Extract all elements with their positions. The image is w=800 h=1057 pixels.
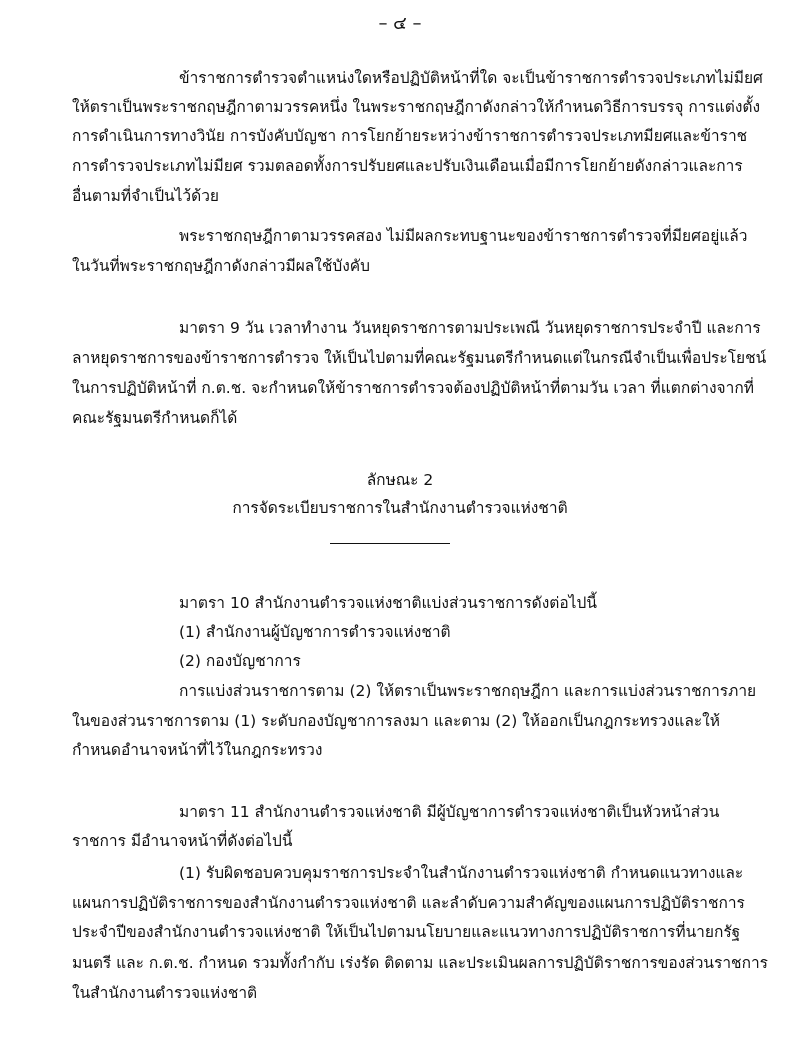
paragraph-line: พระราชกฤษฎีกาตามวรรคสอง ไม่มีผลกระทบฐานะของข้าราชการตำรวจที่มียศอยู่แล้ว — [179, 227, 748, 245]
paragraph-line: ในวันที่พระราชกฤษฎีกาดังกล่าวมีผลใช้บังคับ — [72, 257, 371, 275]
list-item: (2) กองบัญชาการ — [179, 652, 301, 670]
part-heading: ลักษณะ 2 — [366, 471, 434, 489]
paragraph-line: ในการปฏิบัติหน้าที่ ก.ต.ช. จะกำหนดให้ข้าราชการตำรวจต้องปฏิบัติหน้าที่ตามวัน เวลา ที่แตกต่างจากที่ — [72, 379, 754, 397]
paragraph-line: กำหนดอำนาจหน้าที่ไว้ในกฎกระทรวง — [72, 741, 323, 759]
paragraph-line: การดำเนินการทางวินัย การบังคับบัญชา การโยกย้ายระหว่างข้าราชการตำรวจประเภทมียศและข้าราช — [72, 127, 748, 145]
part-title: การจัดระเบียบราชการในสำนักงานตำรวจแห่งชาติ — [232, 499, 568, 517]
page-number: – ๔ – — [378, 13, 422, 34]
paragraph-line: แผนการปฏิบัติราชการของสำนักงานตำรวจแห่งชาติ และลำดับความสำคัญของแผนการปฏิบัติราชการ — [72, 894, 745, 912]
paragraph-line: อื่นตามที่จำเป็นไว้ด้วย — [72, 187, 219, 205]
paragraph-line: ข้าราชการตำรวจตำแหน่งใดหรือปฏิบัติหน้าที่ใด จะเป็นข้าราชการตำรวจประเภทไม่มียศ — [179, 69, 763, 87]
paragraph-line: การตำรวจประเภทไม่มียศ รวมตลอดทั้งการปรับยศและปรับเงินเดือนเมื่อมีการโยกย้ายดังกล่าวและการ — [72, 157, 743, 175]
paragraph-line: ในสำนักงานตำรวจแห่งชาติ — [72, 984, 258, 1002]
paragraph-line: ในของส่วนราชการตาม (1) ระดับกองบัญชาการลงมา และตาม (2) ให้ออกเป็นกฎกระทรวงและให้ — [72, 712, 720, 730]
paragraph-line: ราชการ มีอำนาจหน้าที่ดังต่อไปนี้ — [72, 832, 293, 850]
section-10-line: มาตรา 10 สำนักงานตำรวจแห่งชาติแบ่งส่วนราชการดังต่อไปนี้ — [179, 594, 597, 612]
list-item: (1) สำนักงานผู้บัญชาการตำรวจแห่งชาติ — [179, 623, 451, 641]
heading-divider — [330, 543, 450, 544]
paragraph-line: ประจำปีของสำนักงานตำรวจแห่งชาติ ให้เป็นไปตามนโยบายและแนวทางการปฏิบัติราชการที่นายกรัฐ — [72, 923, 741, 941]
paragraph-line: การแบ่งส่วนราชการตาม (2) ให้ตราเป็นพระราชกฤษฎีกา และการแบ่งส่วนราชการภาย — [179, 682, 757, 700]
paragraph-line: มนตรี และ ก.ต.ช. กำหนด รวมทั้งกำกับ เร่งรัด ติดตาม และประเมินผลการปฏิบัติราชการของส่วนราชการ — [72, 954, 768, 972]
paragraph-line: ลาหยุดราชการของข้าราชการตำรวจ ให้เป็นไปตามที่คณะรัฐมนตรีกำหนดแต่ในกรณีจำเป็นเพื่อประโยชน์ — [72, 349, 767, 367]
section-11-line: มาตรา 11 สำนักงานตำรวจแห่งชาติ มีผู้บัญชาการตำรวจแห่งชาติเป็นหัวหน้าส่วน — [179, 803, 720, 821]
paragraph-line: คณะรัฐมนตรีกำหนดก็ได้ — [72, 409, 238, 427]
list-item: (1) รับผิดชอบควบคุมราชการประจำในสำนักงานตำรวจแห่งชาติ กำหนดแนวทางและ — [179, 864, 744, 882]
section-9-line: มาตรา 9 วัน เวลาทำงาน วันหยุดราชการตามประเพณี วันหยุดราชการประจำปี และการ — [179, 319, 761, 337]
paragraph-line: ให้ตราเป็นพระราชกฤษฎีกาตามวรรคหนึ่ง ในพระราชกฤษฎีกาดังกล่าวให้กำหนดวิธีการบรรจุ การแต่งตั้ง — [72, 98, 761, 116]
